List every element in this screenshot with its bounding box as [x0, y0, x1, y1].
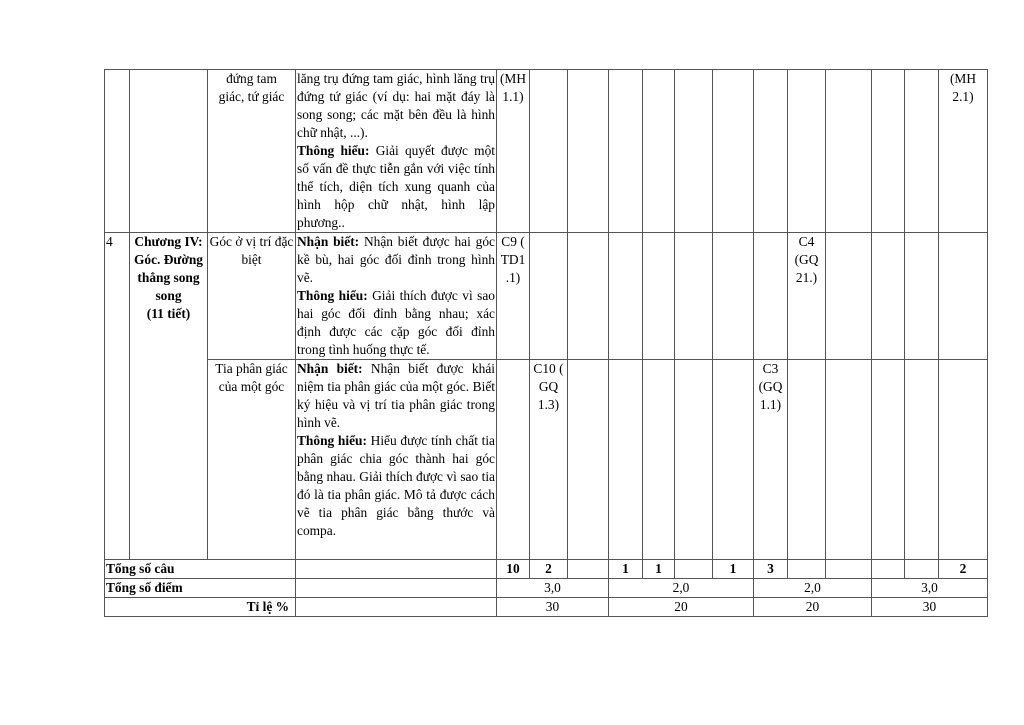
question-cell: C10 ( GQ 1.3): [530, 360, 568, 560]
requirement-cell: Nhận biết: Nhận biết được khái niệm tia phân giác của một góc. Biết ký hiệu và vị trí tia phân giác trong hình vẽ. Thông hiểu: Hiểu được tính chất tia phân giác chia góc thành hai góc bằng nhau. Giải thích được vì sao tia đó là tia phân giác. Mô tả được cách vẽ tia phân giác bằng thước và compa.: [296, 360, 497, 560]
table-row: [105, 70, 988, 233]
summary-row-questions: Tổng số câu 10 2 1 1 1 3 2: [105, 560, 988, 579]
requirement-cell: Nhận biết: Nhận biết được hai góc kề bù, hai góc đối đỉnh trong hình vẽ. Thông hiểu: Giải thích được vì sao hai góc đối đỉnh bằng nhau; xác định được các cặp góc đối đỉnh trong tình huống thực tế.: [296, 233, 497, 360]
summary-row-points: Tổng số điểm 3,0 2,0 2,0 3,0: [105, 579, 988, 598]
question-cell: (MH 1.1): [497, 70, 530, 233]
chapter-number: 4: [105, 233, 130, 560]
table-row: [105, 360, 988, 560]
question-cell: (MH 2.1): [939, 70, 988, 233]
content-cell: Góc ở vị trí đặc biệt: [208, 233, 296, 360]
summary-label: Tổng số điểm: [105, 579, 296, 598]
question-cell: C9 ( TD1 .1): [497, 233, 530, 360]
question-cell: C4 (GQ 21.): [788, 233, 826, 360]
summary-label: Tỉ lệ %: [105, 598, 296, 617]
content-cell: Tia phân giác của một góc: [208, 360, 296, 560]
chapter-title: Chương IV: Góc. Đường thẳng song song (11 tiết): [130, 233, 208, 560]
requirement-cell: lăng trụ đứng tam giác, hình lăng trụ đứng tứ giác (ví dụ: hai mặt đáy là song song; các mặt bên đều là hình chữ nhật, ...). Thông hiểu: Giải quyết được một số vấn đề thực tiễn gắn với việc tính thể tích, diện tích xung quanh của hình hộp chữ nhật, hình lập phương..: [296, 70, 497, 233]
content-cell: đứng tam giác, tứ giác: [208, 70, 296, 233]
summary-label: Tổng số câu: [105, 560, 296, 579]
summary-row-percent: Tỉ lệ % 30 20 20 30: [105, 598, 988, 617]
question-cell: C3 (GQ 1.1): [754, 360, 788, 560]
table-row: [105, 233, 988, 360]
assessment-matrix-table: [104, 69, 988, 617]
